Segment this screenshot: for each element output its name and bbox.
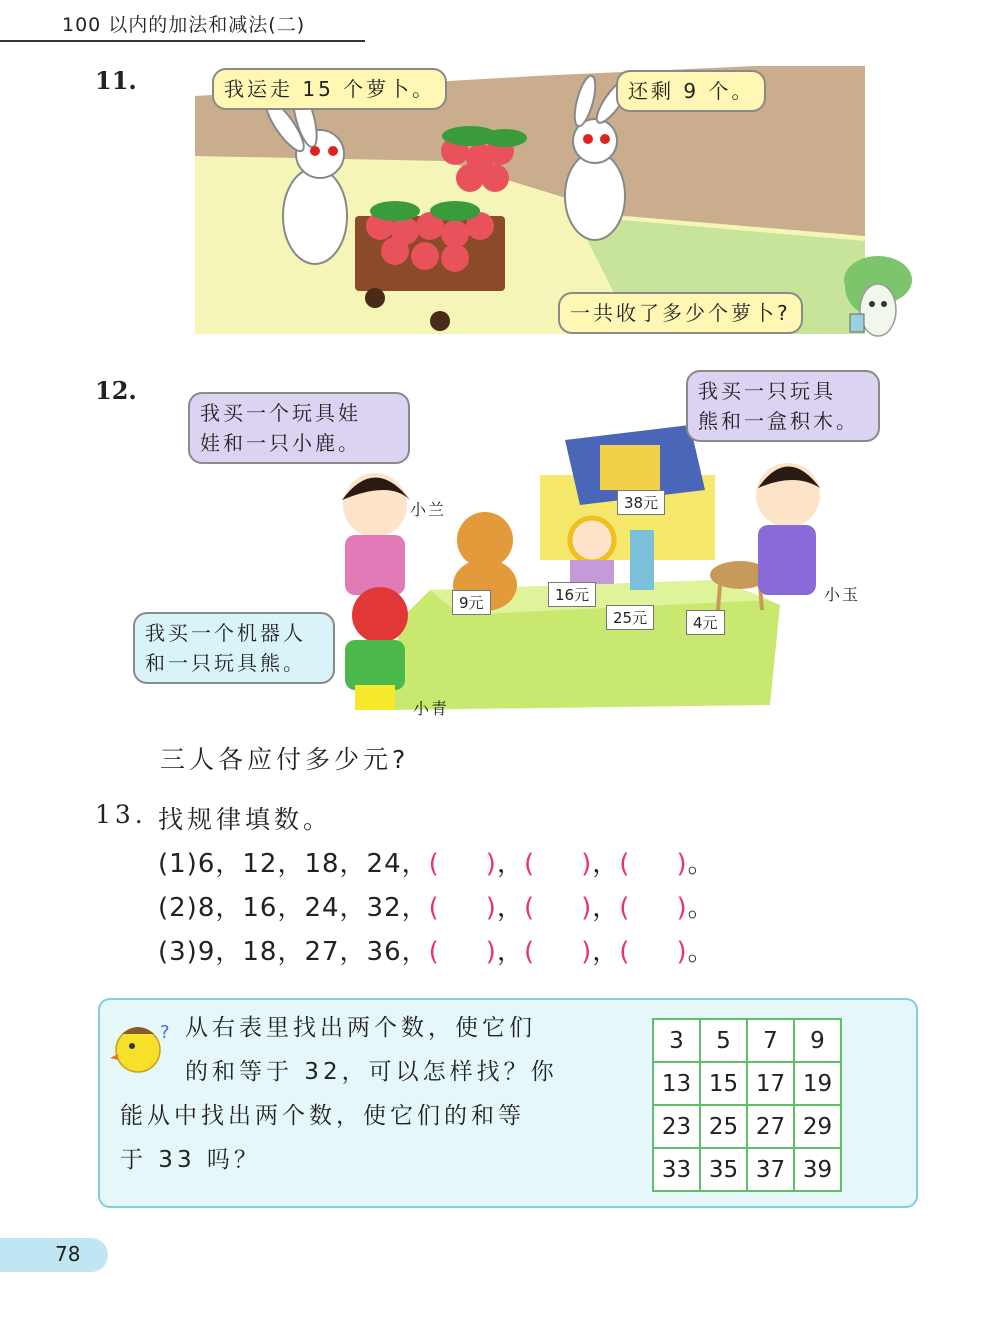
blank-paren[interactable]: ( ) (428, 893, 497, 923)
row-label: (3) (158, 937, 198, 967)
bubble-line: 和一只玩具熊。 (145, 651, 306, 675)
price-tag-robot: 25元 (606, 605, 654, 630)
grid-cell: 7 (747, 1019, 794, 1062)
grid-cell: 3 (653, 1019, 700, 1062)
grid-cell: 5 (700, 1019, 747, 1062)
separator: ， (592, 893, 620, 923)
page-number-tab (0, 1238, 108, 1272)
question-12-prompt: 三人各应付多少元? (160, 745, 410, 774)
grid-cell: 37 (747, 1148, 794, 1191)
price-tag-blocks: 38元 (617, 490, 665, 515)
row-numbers: 9，18，27，36， (197, 937, 429, 967)
blank-paren[interactable]: ( ) (523, 849, 593, 879)
grid-cell: 23 (653, 1105, 700, 1148)
grid-row (653, 1148, 841, 1191)
row-label: (1) (158, 849, 198, 879)
bubble-line: 我买一只玩具 (698, 379, 836, 403)
row-numbers: 6，12，18，24， (197, 849, 429, 879)
pattern-row-3 (158, 931, 715, 968)
row-label: (2) (158, 893, 198, 923)
bubble-line: 我买一个玩具娃 (200, 401, 361, 425)
grid-cell: 39 (794, 1148, 841, 1191)
pattern-row-1 (158, 843, 715, 880)
separator: ， (592, 937, 620, 967)
grid-cell: 19 (794, 1062, 841, 1105)
header-rule (0, 40, 365, 42)
name-xiaoyu: 小玉 (824, 585, 861, 604)
page-number: 78 (55, 1242, 81, 1266)
grid-cell: 17 (747, 1062, 794, 1105)
think-line-2: 的和等于 32，可以怎样找？你 (185, 1059, 558, 1085)
grid-row (653, 1105, 841, 1148)
end-mark: 。 (687, 849, 715, 879)
cabbage-mascot (838, 252, 918, 347)
number-grid (652, 1018, 842, 1192)
blank-paren[interactable]: ( ) (619, 849, 688, 879)
separator: ， (496, 849, 524, 879)
speech-bubble-question: 一共收了多少个萝卜? (558, 292, 803, 334)
question-12-number: 12. (95, 376, 137, 405)
blank-paren[interactable]: ( ) (523, 937, 593, 967)
blank-paren[interactable]: ( ) (428, 937, 497, 967)
bubble-line: 熊和一盒积木。 (698, 409, 859, 433)
speech-bubble-rabbit-left: 我运走 15 个萝卜。 (212, 68, 447, 110)
bubble-line: 我买一个机器人 (145, 621, 306, 645)
question-13-number: 13. (95, 800, 147, 829)
speech-bubble-xiaoqing (133, 612, 335, 684)
separator: ， (496, 893, 524, 923)
pattern-row-2 (158, 887, 715, 924)
think-line-3: 能从中找出两个数，使它们的和等 (120, 1103, 525, 1129)
separator: ， (496, 937, 524, 967)
thinking-chick-icon (110, 1020, 175, 1078)
grid-row (653, 1062, 841, 1105)
chapter-title: 100 以内的加法和减法(二) (62, 14, 306, 36)
grid-cell: 25 (700, 1105, 747, 1148)
grid-cell: 33 (653, 1148, 700, 1191)
end-mark: 。 (687, 937, 715, 967)
grid-cell: 35 (700, 1148, 747, 1191)
question-13-title: 找规律填数。 (158, 805, 333, 834)
grid-cell: 13 (653, 1062, 700, 1105)
name-xiaolan: 小兰 (410, 500, 447, 519)
price-tag-bear: 9元 (452, 590, 491, 615)
blank-paren[interactable]: ( ) (619, 893, 688, 923)
grid-row (653, 1019, 841, 1062)
separator: ， (592, 849, 620, 879)
toy-shop-illustration (300, 420, 840, 720)
svg-text:?: ? (160, 1022, 170, 1043)
blank-paren[interactable]: ( ) (523, 893, 593, 923)
think-line-4: 于 33 吗？ (120, 1147, 261, 1173)
grid-cell: 29 (794, 1105, 841, 1148)
grid-cell: 27 (747, 1105, 794, 1148)
bubble-line: 娃和一只小鹿。 (200, 431, 361, 455)
running-header (0, 8, 365, 36)
grid-cell: 9 (794, 1019, 841, 1062)
question-11-number: 11. (95, 66, 137, 95)
grid-cell: 15 (700, 1062, 747, 1105)
name-xiaoqing: 小青 (413, 699, 450, 718)
blank-paren[interactable]: ( ) (428, 849, 497, 879)
think-line-1: 从右表里找出两个数，使它们 (185, 1015, 536, 1041)
end-mark: 。 (687, 893, 715, 923)
blank-paren[interactable]: ( ) (619, 937, 688, 967)
price-tag-doll: 16元 (548, 582, 596, 607)
price-tag-deer: 4元 (686, 610, 725, 635)
row-numbers: 8，16，24，32， (197, 893, 429, 923)
speech-bubble-xiaoyu (686, 370, 880, 442)
speech-bubble-rabbit-right: 还剩 9 个。 (616, 70, 766, 112)
speech-bubble-xiaolan (188, 392, 410, 464)
